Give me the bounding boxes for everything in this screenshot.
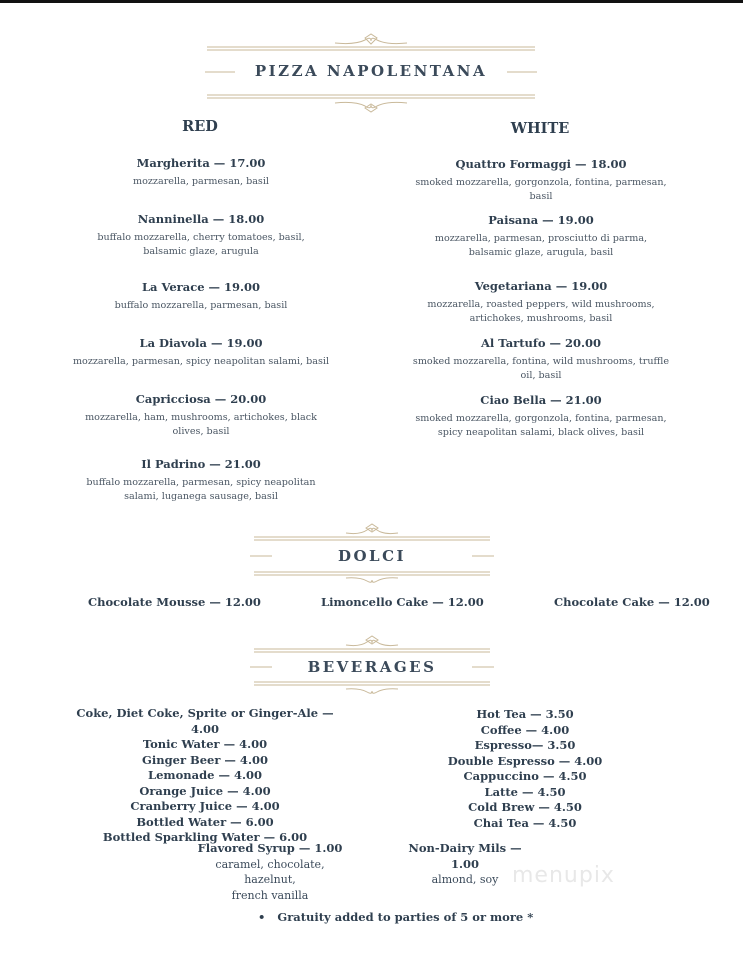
- menu-item-desc: buffalo mozzarella, parmesan, basil: [114, 300, 288, 311]
- menu-item-name: Al Tartufo — 20.00: [480, 336, 602, 350]
- menu-item-name: Vegetariana — 19.00: [474, 279, 608, 293]
- menu-item-name: La Diavola — 19.00: [139, 336, 263, 350]
- syrup-block: [190, 841, 350, 903]
- menu-item-name: Ciao Bella — 21.00: [480, 393, 602, 407]
- menu-item-desc: buffalo mozzarella, cherry tomatoes, basil, balsamic glaze, arugula: [97, 232, 305, 257]
- white-item: [412, 213, 670, 260]
- syrup-desc: caramel, chocolate, hazelnut,: [215, 857, 325, 886]
- menu-item-desc: smoked mozzarella, gorgonzola, fontina, parmesan, basil: [415, 177, 667, 202]
- red-item: [78, 156, 324, 189]
- dolci-item: Chocolate Mousse — 12.00: [88, 595, 261, 609]
- menu-item-desc: buffalo mozzarella, parmesan, spicy neapolitan salami, luganega sausage, basil: [86, 477, 316, 502]
- beverage-item: Espresso— 3.50: [474, 738, 576, 752]
- menu-item-desc: mozzarella, ham, mushrooms, artichokes, black olives, basil: [85, 412, 317, 437]
- beverage-item: Cranberry Juice — 4.00: [130, 799, 280, 813]
- top-border: [0, 0, 743, 3]
- red-item: [78, 280, 324, 313]
- gratuity-note: [258, 910, 533, 924]
- beverage-item: Cold Brew — 4.50: [468, 800, 582, 814]
- beverage-item: Lemonade — 4.00: [148, 768, 262, 782]
- white-column-title: WHITE: [510, 120, 570, 137]
- menu-item-desc: mozzarella, parmesan, prosciutto di parma, balsamic glaze, arugula, basil: [434, 233, 648, 258]
- syrup-name: Flavored Syrup — 1.00: [197, 841, 343, 855]
- menu-item-name: Il Padrino — 21.00: [141, 457, 261, 471]
- menu-item-name: Margherita — 17.00: [136, 156, 266, 170]
- beverage-item: Coffee — 4.00: [480, 722, 570, 737]
- menu-item-name: Capricciosa — 20.00: [135, 392, 267, 406]
- beverage-item: Latte — 4.50: [484, 784, 566, 799]
- beverages-title: BEVERAGES: [307, 658, 437, 676]
- syrup-desc: french vanilla: [231, 888, 309, 902]
- watermark: menupix: [512, 863, 615, 888]
- menu-item-desc: mozzarella, parmesan, spicy neapolitan salami, basil: [72, 356, 330, 367]
- bullet: •: [258, 910, 266, 924]
- menu-item-name: Quattro Formaggi — 18.00: [455, 157, 627, 171]
- beverage-item: Hot Tea — 3.50: [476, 707, 574, 721]
- red-item: [78, 392, 324, 439]
- dolci-item: Chocolate Cake — 12.00: [554, 595, 710, 609]
- beverages-left-list: [70, 706, 340, 846]
- beverage-item: Cappuccino — 4.50: [463, 769, 587, 783]
- white-item: [412, 157, 670, 204]
- menu-item-name: La Verace — 19.00: [141, 280, 261, 294]
- menu-item-desc: mozzarella, parmesan, basil: [133, 176, 269, 187]
- milk-desc: almond, soy: [431, 873, 499, 886]
- gratuity-text: Gratuity added to parties of 5 or more *: [277, 910, 534, 924]
- milk-name: Non-Dairy Mils — 1.00: [408, 841, 522, 871]
- beverage-item: Bottled Sparkling Water — 6.00: [102, 830, 308, 844]
- red-item: [78, 212, 324, 259]
- red-item: [78, 457, 324, 504]
- dolci-title: DOLCI: [337, 547, 407, 565]
- red-item: [70, 336, 332, 369]
- beverage-item: Coke, Diet Coke, Sprite or Ginger-Ale — 4.00: [76, 706, 334, 736]
- beverage-item: Ginger Beer — 4.00: [142, 752, 268, 767]
- menu-item-desc: mozzarella, roasted peppers, wild mushrooms, artichokes, mushrooms, basil: [427, 299, 655, 324]
- white-item: [412, 393, 670, 440]
- menu-item-name: Paisana — 19.00: [488, 213, 594, 227]
- beverage-item: Chai Tea — 4.50: [473, 815, 577, 830]
- menu-item-desc: smoked mozzarella, fontina, wild mushrooms, truffle oil, basil: [412, 356, 670, 381]
- white-item: [412, 336, 670, 383]
- beverage-item: Tonic Water — 4.00: [142, 737, 268, 751]
- beverage-item: Bottled Water — 6.00: [136, 814, 274, 829]
- beverages-right-list: [440, 707, 610, 831]
- menu-item-name: Nanninella — 18.00: [137, 212, 265, 226]
- menu-item-desc: smoked mozzarella, gorgonzola, fontina, parmesan, spicy neapolitan salami, black olives, basil: [415, 413, 667, 438]
- beverage-item: Double Espresso — 4.00: [447, 753, 603, 768]
- red-column-title: RED: [182, 118, 218, 135]
- beverage-item: Orange Juice — 4.00: [139, 783, 271, 798]
- page-title: PIZZA NAPOLENTANA: [254, 62, 488, 80]
- dolci-item: Limoncello Cake — 12.00: [321, 595, 484, 609]
- white-item: [412, 279, 670, 326]
